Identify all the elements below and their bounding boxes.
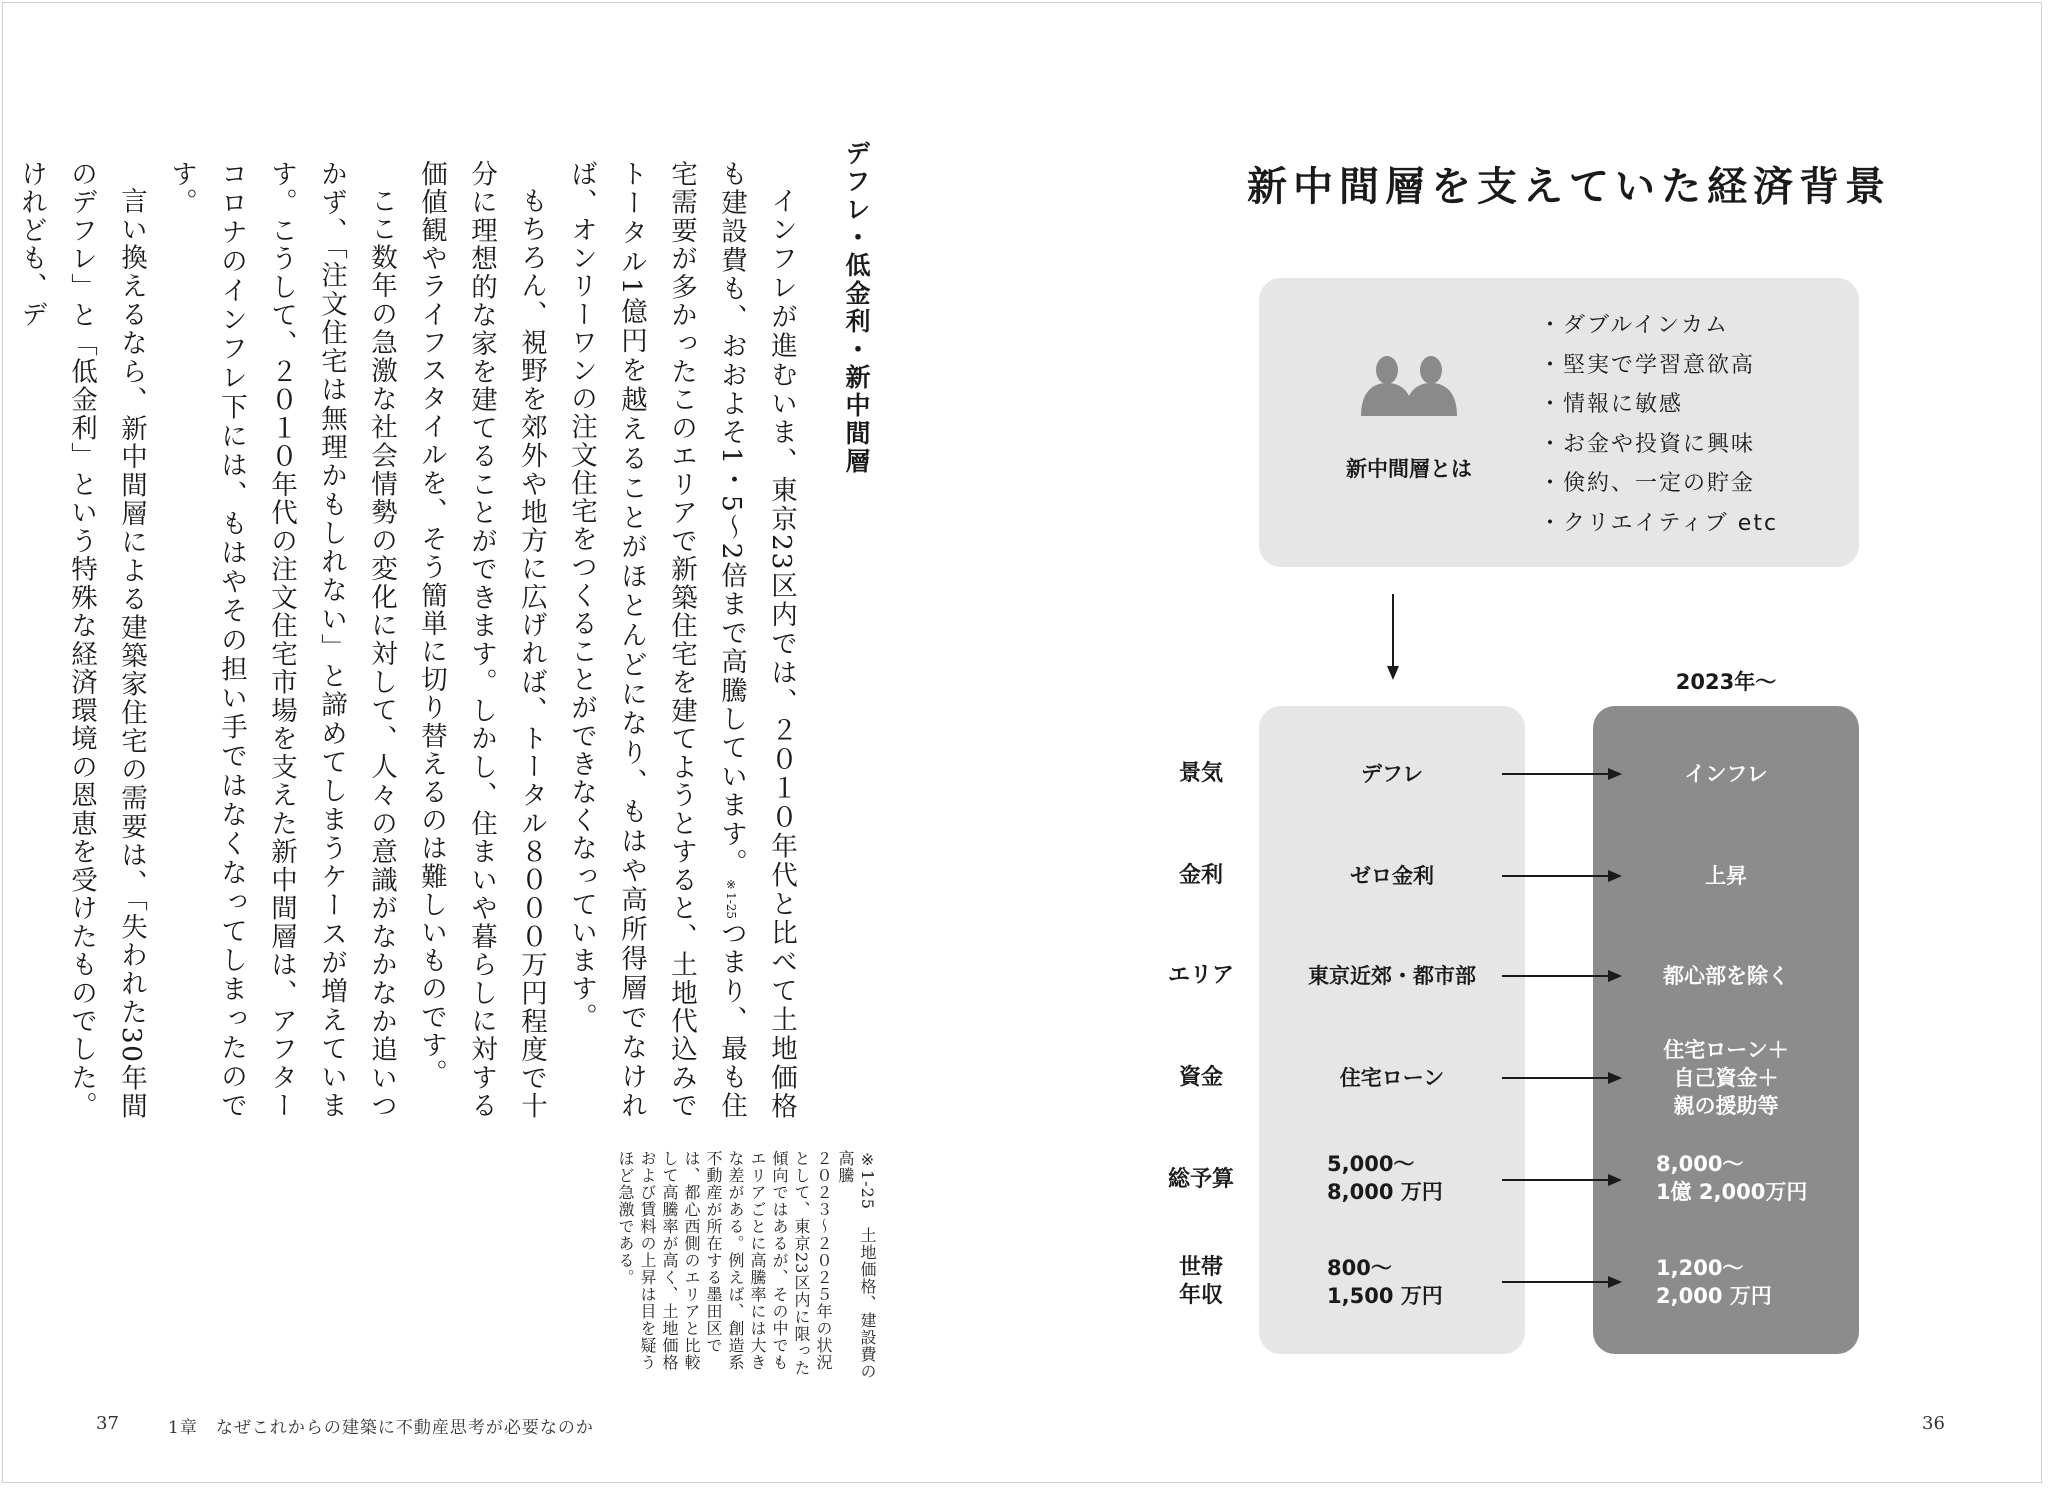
row-new-income: 1,200〜 2,000 万円 [1656,1256,1772,1308]
row-label-funds: 資金 [1178,1065,1223,1090]
row-new-area: 都心部を除く [1663,964,1789,988]
row-new-interest: 上昇 [1705,864,1747,888]
body-text [16,160,806,1120]
diagram-title: 新中間層を支えていた経済背景 [1247,164,1891,210]
paragraph-3: ここ数年の急激な社会情勢の変化に対して、人々の意識がなかなか追いつかず、「注文住宅は無理かもしれない」と諦めてしまうケースが増えています。こうして、２０１０年代の注文住宅市場を支えた新中間層は、アフターコロナのインフレ下には、もはやその担い手ではなくなってしまったのです。 [166,160,397,1120]
row-label-interest: 金利 [1178,863,1223,888]
row-label-economy: 景気 [1178,761,1223,786]
paragraph-2: もちろん、視野を郊外や地方に広げれば、トータル８０００万円程度で十分に理想的な家を建てることができます。しかし、住まいや暮らしに対する価値観やライフスタイルを、そう簡単に切り替えるのは難しいものです。 [416,160,547,1120]
trait-item: ・堅実で学習意欲高 [1539,352,1756,378]
running-header-chapter: 1章 なぜこれからの建築に不動産思考が必要なのか [168,1418,594,1438]
people-icon [1357,356,1461,416]
footnote-body: ２０２３〜２０２５年の状況として、東京23区内に限った傾向ではあるが、その中でもエリアごとに高騰率には大きな差がある。例えば、創造系不動産が所在する墨田区では、都心西側のエリアと比較して高騰率が高く、土地価格および賃料の上昇は目を疑うほど急激である。 [616,1150,833,1377]
row-old-area: 東京近郊・都市部 [1308,964,1476,988]
paragraph-1 [556,160,806,1120]
trait-item: ・お金や投資に興味 [1539,431,1756,457]
section-heading: デフレ・低金利・新中間層 [842,140,871,476]
row-old-funds: 住宅ローン [1339,1066,1445,1090]
row-label-budget: 総予算 [1167,1167,1234,1192]
row-old-economy: デフレ [1360,762,1424,786]
row-new-economy: インフレ [1684,762,1768,786]
page-number-right: 36 [1922,1413,1945,1434]
row-old-interest: ゼロ金利 [1350,864,1434,888]
row-label-area: エリア [1167,963,1234,988]
row-new-funds: 住宅ローン＋ 自己資金＋ 親の援助等 [1663,1038,1789,1118]
down-arrow-icon [1385,594,1401,680]
row-old-budget: 5,000〜 8,000 万円 [1327,1152,1443,1204]
paragraph-1-text: インフレが進むいま、東京23区内では、２０１０年代と比べて土地価格も建設費も、おおよそ1・5〜2倍まで高騰しています。 [716,160,797,1120]
traits-list [1539,306,1778,543]
footnote-title: ※1-25 土地価格、建設費の高騰 [836,1150,877,1380]
definition-label: 新中間層とは [1346,457,1472,481]
trait-item: ・倹約、一定の貯金 [1539,471,1756,496]
page-number-left: 37 [96,1413,119,1434]
trait-item: ・ダブルインカム [1539,313,1730,338]
row-new-budget: 8,000〜 1億 2,000万円 [1656,1152,1808,1204]
trait-item: ・クリエイティブ etc [1539,510,1779,536]
year-label: 2023年〜 [1675,670,1777,694]
definition-box [1259,278,1859,567]
note-reference[interactable]: ※1-25 [724,877,738,920]
paragraph-1-continuation: つまり、最も住宅需要が多かったこのエリアで新築住宅を建てようとすると、土地代込みでトータル1億円を越えることがほとんどになり、もはや高所得層でなければ、オンリーワンの注文住宅をつくることができなくなっています。 [566,160,747,1120]
trait-item: ・情報に敏感 [1539,392,1684,417]
footnote [588,1150,878,1380]
paragraph-4: 言い換えるなら、新中間層による建築家住宅の需要は、「失われた30年間のデフレ」と「低金利」という特殊な経済環境の恩恵を受けたものでした。けれども、デ [16,160,147,1120]
row-old-income: 800〜 1,500 万円 [1327,1256,1443,1308]
row-label-income: 世帯 年収 [1178,1255,1223,1308]
